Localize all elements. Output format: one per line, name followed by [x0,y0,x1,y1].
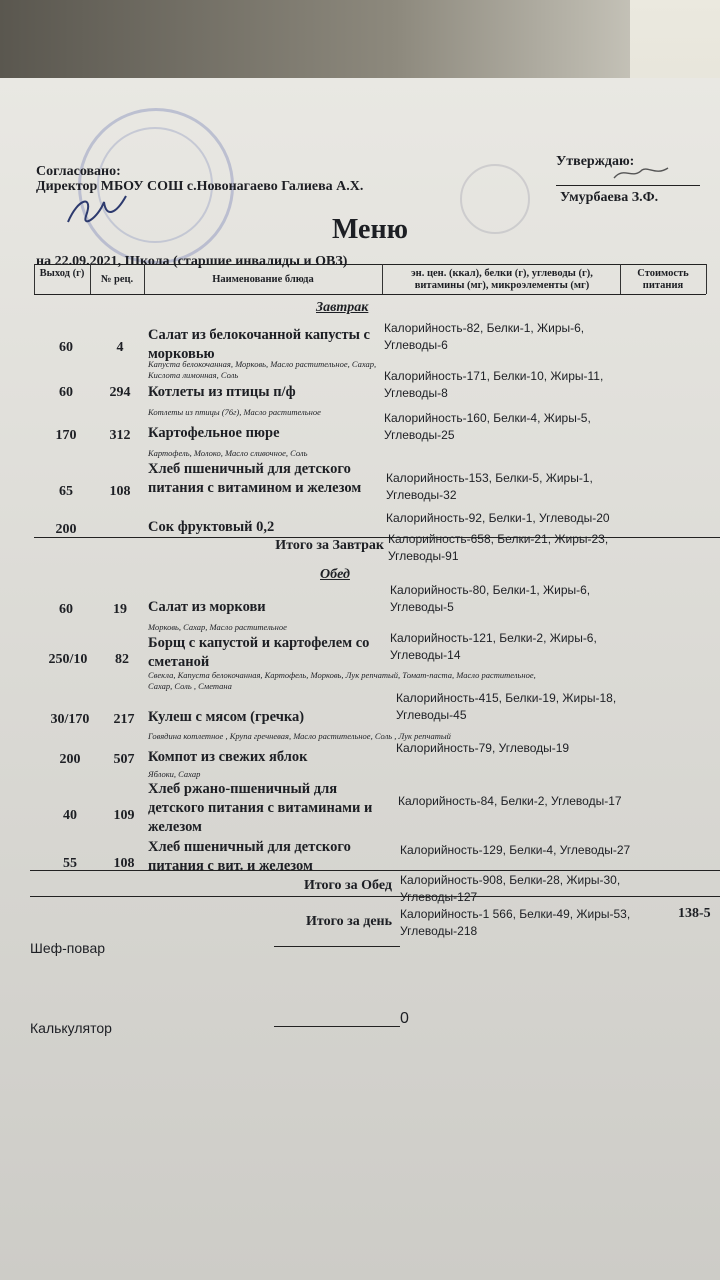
row-dish: Хлеб пшеничный для детского питания с витамином и железом [148,461,362,496]
calculator-mark: 0 [400,1010,409,1027]
row-dish: Хлеб пшеничный для детского питания с вит. и железом [148,839,351,874]
row-output: 65 [59,484,73,499]
row-nutrition: Калорийность-129, Белки-4, Углеводы-27 [400,843,631,857]
approved-by: Директор МБОУ СОШ с.Новонагаево Галиева А.Х. [36,179,364,194]
table-top-border [34,264,706,265]
row-ingredients: Яблоки, Сахар [148,769,201,779]
row-recipe: 19 [113,602,127,617]
row-recipe: 108 [109,484,131,499]
section-title-lunch: Обед [320,567,350,582]
col-header-output: Выход (г) [39,268,85,279]
row-recipe: 109 [113,808,135,823]
chef-sign-line [274,946,400,947]
row-output: 55 [63,856,77,871]
row-ingredients: Свекла, Капуста белокочанная, Картофель, Морковь, Лук репчатый, Томат-паста, Масло растительное, Сахар, Соль , Сметана [148,670,536,691]
lunch-rule [30,870,720,871]
confirm-label: Утверждаю: [556,154,635,169]
section-title-breakfast: Завтрак [316,300,369,315]
row-dish: Котлеты из птицы п/ф [148,384,296,400]
lunch-total-value: Калорийность-908, Белки-28, Жиры-30, Углеводы-127 [400,873,621,904]
approved-label: Согласовано: [36,164,121,179]
breakfast-total-value: Калорийность-658, Белки-21, Жиры-23, Углеводы-91 [388,532,609,563]
row-ingredients: Морковь, Сахар, Масло растительное [148,622,287,632]
page-subtitle: на 22.09.2021, Школа (старшие инвалиды и ОВЗ) [36,254,348,269]
row-nutrition: Калорийность-415, Белки-19, Жиры-18, Углеводы-45 [396,691,617,722]
background-top [0,0,720,90]
day-total-price: 138-5 [678,906,711,921]
row-dish: Компот из свежих яблок [148,749,308,765]
row-recipe: 108 [113,856,135,871]
row-ingredients: Говядина котлетное , Крупа гречневая, Масло растительное, Соль , Лук репчатый [148,731,451,741]
calculator-sign-line [274,1026,400,1027]
lunch-total-label: Итого за Обед [303,878,392,893]
row-recipe: 312 [109,428,131,443]
day-total-label: Итого за день [306,914,392,929]
col-divider [144,264,145,294]
row-dish: Кулеш с мясом (гречка) [148,709,305,725]
calculator-label: Калькулятор [30,1020,112,1036]
row-nutrition: Калорийность-121, Белки-2, Жиры-6, Углеводы-14 [390,631,597,662]
row-dish: Салат из белокочанной капусты с морковью [148,327,370,362]
confirm-by: Умурбаева З.Ф. [560,190,659,205]
row-recipe: 4 [116,340,124,355]
row-nutrition: Калорийность-153, Белки-5, Жиры-1, Углеводы-32 [386,471,593,502]
chef-label: Шеф-повар [30,940,106,956]
row-dish: Хлеб ржано-пшеничный для детского питания с витаминами и железом [148,781,373,835]
col-divider [620,264,621,294]
row-ingredients: Котлеты из птицы (76г), Масло растительное [148,407,321,417]
col-header-price: Стоимость питания [637,268,689,291]
row-recipe: 82 [115,652,129,667]
col-divider [34,264,35,294]
row-output: 40 [63,808,77,823]
row-output: 60 [59,602,73,617]
row-output: 170 [55,428,77,443]
table-header-bottom [34,294,706,295]
row-output: 60 [59,385,73,400]
row-nutrition: Калорийность-84, Белки-2, Углеводы-17 [398,794,622,808]
row-ingredients: Капуста белокочанная, Морковь, Масло растительное, Сахар, Кислота лимонная, Соль [148,359,377,380]
col-divider [382,264,383,294]
row-output: 200 [55,522,77,537]
row-output: 250/10 [48,652,88,667]
col-header-dish: Наименование блюда [212,274,314,285]
col-divider [90,264,91,294]
row-nutrition: Калорийность-80, Белки-1, Жиры-6, Углеводы-5 [390,583,591,614]
breakfast-total-label: Итого за Завтрак [275,538,384,553]
row-dish: Борщ с капустой и картофелем со сметаной [148,635,370,670]
row-output: 60 [59,340,73,355]
col-divider [706,264,707,294]
col-header-nutrition: эн. цен. (ккал), белки (г), углеводы (г), витамины (мг), микроэлементы (мг) [411,268,593,291]
page-title: Меню [331,214,408,245]
row-output: 30/170 [50,712,90,727]
row-nutrition: Калорийность-171, Белки-10, Жиры-11, Углеводы-8 [384,369,604,400]
menu-sheet [0,78,720,1280]
row-nutrition: Калорийность-160, Белки-4, Жиры-5, Углеводы-25 [384,411,591,442]
row-dish: Салат из моркови [148,599,266,615]
row-ingredients: Картофель, Молоко, Масло сливочное, Соль [148,448,308,458]
row-recipe: 507 [113,752,135,767]
row-nutrition: Калорийность-82, Белки-1, Жиры-6, Углеводы-6 [384,321,585,352]
row-dish: Сок фруктовый 0,2 [148,519,275,535]
row-recipe: 217 [113,712,135,727]
row-recipe: 294 [109,385,131,400]
day-rule [30,896,720,897]
row-dish: Картофельное пюре [148,425,280,441]
col-header-recipe: № рец. [100,274,134,285]
row-nutrition: Калорийность-92, Белки-1, Углеводы-20 [386,511,610,525]
row-nutrition: Калорийность-79, Углеводы-19 [396,741,570,755]
confirm-sign-line [556,185,700,186]
day-total-value: Калорийность-1 566, Белки-49, Жиры-53, Углеводы-218 [400,907,631,938]
row-output: 200 [59,752,81,767]
